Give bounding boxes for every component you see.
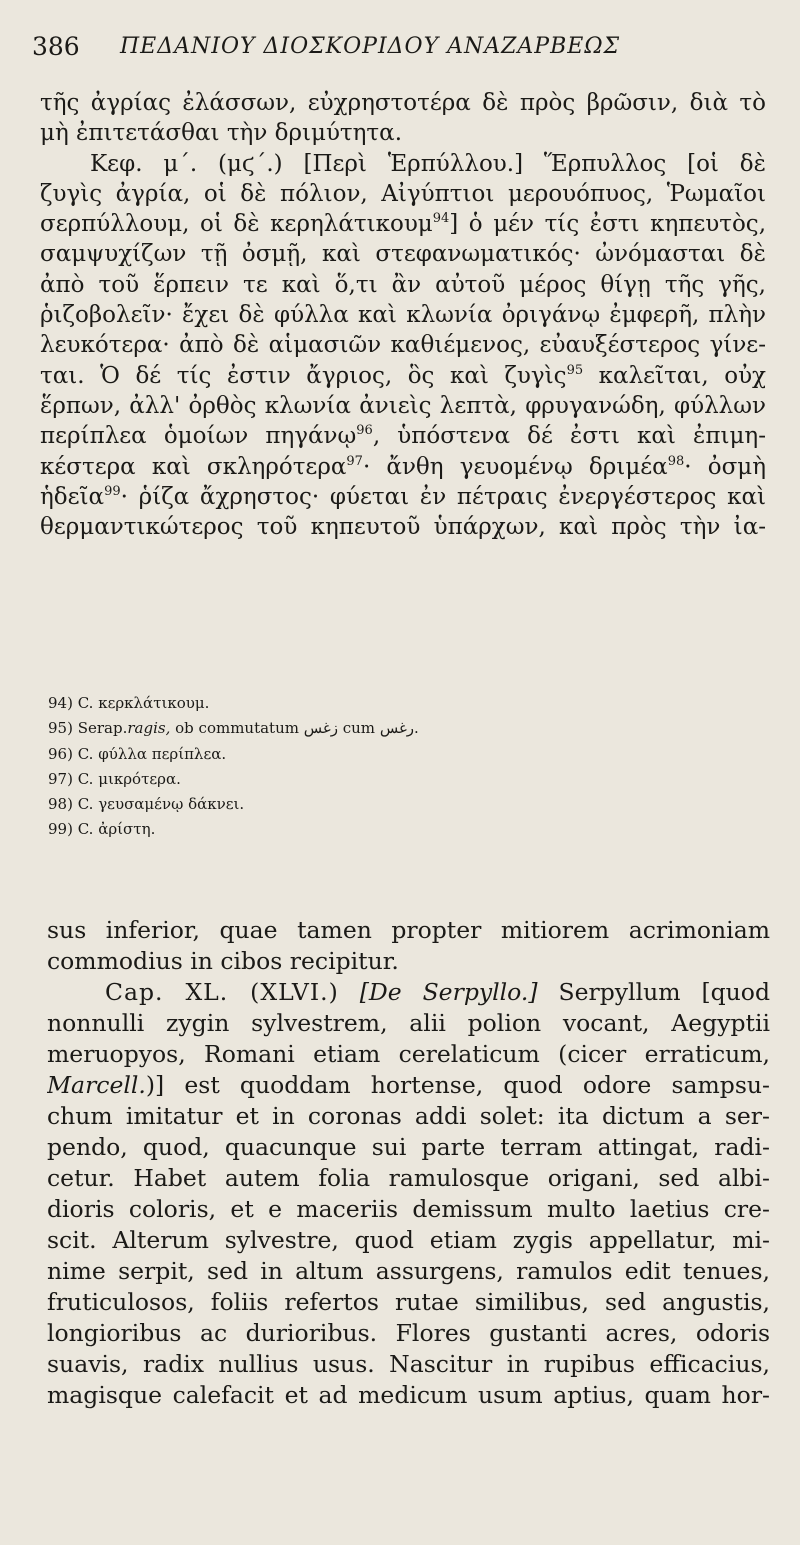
latin-line: fruticulosos, foliis refertos rutae similibus, sed angustis, [47, 1288, 770, 1316]
greek-line: ἀπὸ τοῦ ἕρπειν τε καὶ ὅ,τι ἂν αὐτοῦ μέρος θίγῃ τῆς γῆς, [40, 271, 766, 298]
greek-line: τῆς ἀγρίας ἐλάσσων, εὐχρηστοτέρα δὲ πρὸς βρῶσιν, διὰ τὸ [40, 90, 766, 116]
latin-text-block [47, 915, 770, 1411]
greek-line: κέστερα καὶ σκληρότερα$^{97}$· ἄνθη γευομένῳ δριμέα$^{98}$· ὀσμὴ [40, 453, 766, 480]
latin-line: cetur. Habet autem folia ramulosque origani, sed albi- [47, 1164, 770, 1192]
latin-line: magisque calefacit et ad medicum usum aptius, quam hor- [47, 1381, 770, 1409]
latin-line: sus inferior, quae tamen propter mitiorem acrimoniam [47, 916, 770, 944]
footnotes [48, 691, 608, 843]
page-number: 386 [32, 32, 80, 61]
latin-chapter-heading: Cap. XL. (XLVI.) [De Serpyllo.] Serpyllum [quod [105, 978, 770, 1006]
latin-line: pendo, quod, quacunque sui parte terram attingat, radi- [47, 1133, 770, 1161]
greek-line: ται. Ὁ δέ τίς ἐστιν ἄγριος, ὃς καὶ ζυγὶς$^{95}$ καλεῖται, οὐχ [40, 362, 766, 389]
latin-line: Marcell.)] est quoddam hortense, quod odore sampsu- [47, 1071, 770, 1099]
greek-chapter-heading: Κεφ. μ΄. (μϛ΄.) [Περὶ Ἑρπύλλου.] Ἕρπυλλος [οἱ δὲ [90, 150, 766, 177]
greek-line: ῥιζοβολεῖν· ἔχει δὲ φύλλα καὶ κλωνία ὀριγάνῳ ἐμφερῆ, πλὴν [40, 302, 766, 329]
latin-line: scit. Alterum sylvestre, quod etiam zygis appellatur, mi- [47, 1226, 770, 1254]
greek-line: περίπλεα ὁμοίων πηγάνῳ$^{96}$, ὑπόστενα δέ ἐστι καὶ ἐπιμη- [40, 423, 766, 450]
greek-line: σερπύλλουμ, οἱ δὲ κερηλάτικουμ$^{94}$] ὁ μέν τίς ἐστι κηπευτὸς, [40, 211, 766, 238]
latin-line: meruopyos, Romani etiam cerelaticum (cicer erraticum, [47, 1040, 770, 1068]
footnote: 94) C. κερκλάτικουμ. [48, 694, 210, 712]
latin-line: nime serpit, sed in altum assurgens, ramulos edit tenues, [47, 1257, 770, 1285]
footnote: 97) C. μικρότερα. [48, 769, 181, 788]
latin-line: longioribus ac durioribus. Flores gustanti acres, odoris [47, 1319, 770, 1347]
greek-text-block [40, 88, 766, 542]
latin-line: dioris coloris, et e maceriis demissum multo laetius cre- [47, 1195, 770, 1223]
greek-line: θερμαντικώτερος τοῦ κηπευτοῦ ὑπάρχων, καὶ πρὸς τὴν ἰα- [40, 514, 766, 541]
footnote-ref: 94 [432, 211, 450, 227]
footnote: 96) C. φύλλα περίπλεα. [48, 744, 227, 763]
latin-line: chum imitatur et in coronas addi solet: ita dictum a ser- [47, 1102, 770, 1130]
greek-line: ζυγὶς ἀγρία, οἱ δὲ πόλιον, Αἰγύπτιοι μερουόπυος, Ῥωμαῖοι [40, 180, 766, 207]
footnote-ref: 95 [566, 362, 584, 378]
greek-line: σαμψυχίζων τῇ ὀσμῇ, καὶ στεφανωματικός· ὠνόμασται δὲ [40, 241, 766, 268]
footnote: 98) C. γευσαμένῳ δάκνει. [48, 795, 245, 814]
page-header [30, 32, 770, 68]
footnote: 99) C. ἀρίστη. [48, 820, 156, 839]
greek-line: ἕρπων, ἀλλ' ὀρθὸς κλωνία ἀνιεὶς λεπτὰ, φρυγανώδη, φύλλων [40, 392, 766, 419]
footnote-ref: 98 [667, 453, 685, 469]
footnote: 95) Serap.ragis, ob commutatum زغس cum رغس. [48, 719, 419, 738]
greek-line: μὴ ἐπιτετάσθαι τὴν δριμύτητα. [40, 120, 403, 147]
footnote-ref: 97 [346, 453, 363, 469]
latin-line: suavis, radix nullius usus. Nascitur in rupibus efficacius, [47, 1350, 770, 1378]
running-head: ΠΕΔΑΝΙΟΥ ΔΙΟΣΚΟΡΙΔΟΥ ΑΝΑΖΑΡΒΕΩΣ [120, 34, 621, 59]
greek-line: ἡδεῖα$^{99}$· ῥίζα ἄχρηστος· φύεται ἐν πέτραις ἐνεργέστερος καὶ [40, 483, 766, 510]
footnote-ref: 96 [356, 423, 373, 439]
latin-line: nonnulli zygin sylvestrem, alii polion vocant, Aegyptii [47, 1009, 770, 1037]
greek-line: λευκότερα· ἀπὸ δὲ αἱμασιῶν καθιέμενος, εὐαυξέστερος γίνε- [40, 332, 766, 359]
footnote-ref: 99 [104, 483, 121, 499]
latin-line: commodius in cibos recipitur. [47, 947, 399, 975]
arabic-word: زغس [303, 719, 338, 738]
arabic-word: رغس. [379, 719, 419, 738]
